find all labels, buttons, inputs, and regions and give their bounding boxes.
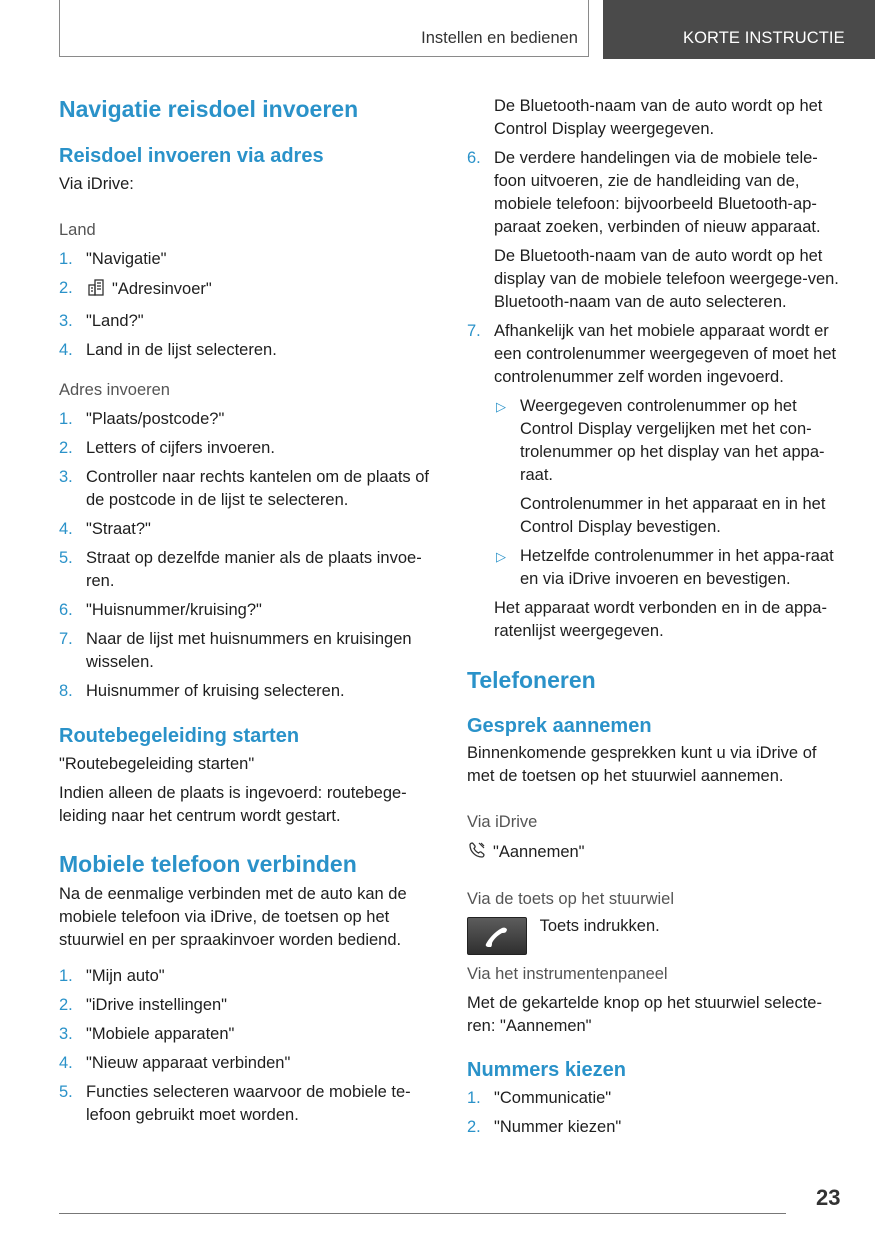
heading-accept-call: Gesprek aannemen (467, 715, 652, 737)
list-item: 6. "Huisnummer/kruising?" (59, 601, 262, 619)
heading-mobile-phone: Mobiele telefoon verbinden (59, 851, 357, 877)
route-text: Indien alleen de plaats is ingevoerd: routebege-leiding naar het centrum wordt gestart. (59, 784, 407, 825)
list-item: 2. "iDrive instellingen" (59, 996, 228, 1014)
footer-divider (59, 1213, 786, 1214)
list-item: 4. "Straat?" (59, 520, 151, 538)
dial-steps (467, 1087, 847, 1139)
accept-command: "Aannemen" (467, 840, 847, 867)
country-steps (59, 248, 439, 362)
phone-handset-icon (467, 840, 487, 867)
bluetooth-name-text: De Bluetooth-naam van de auto wordt op het Control Display weergegeven. (494, 97, 823, 138)
list-item: 4. "Nieuw apparaat verbinden" (59, 1054, 291, 1072)
address-building-icon (86, 277, 106, 304)
header-section-title: Instellen en bedienen (421, 29, 578, 47)
heading-dial-numbers: Nummers kiezen (467, 1059, 626, 1081)
instrument-panel-text: Met de gekartelde knop op het stuurwiel selecte-ren: "Aannemen" (467, 994, 822, 1035)
list-item: 5. Straat op dezelfde manier als de plaats invoe-ren. (59, 549, 422, 590)
subheading-country: Land (59, 221, 96, 239)
steering-wheel-phone-button (467, 917, 527, 955)
heading-telephoning: Telefoneren (467, 667, 596, 693)
triangle-bullet-icon: ▷ (496, 549, 506, 564)
subheading-instrument-panel: Via het instrumentenpaneel (467, 965, 668, 983)
subheading-via-idrive: Via iDrive (467, 813, 538, 831)
list-item: 6. De verdere handelingen via de mobiele tele-foon uitvoeren, zie de handleiding van de, mobiele telefoon: bijvoorbeeld Bluetooth-ap-paraat zoeken, verbinden of nieuw apparaat. (467, 149, 821, 236)
accept-call-text: Binnenkomende gesprekken kunt u via iDrive of met de toetsen op het stuurwiel aannemen. (467, 744, 817, 785)
bullet-item: ▷ Weergegeven controlenummer op het Control Display vergelijken met het con-trolenummer op het display van het appa-raat. (496, 397, 825, 484)
list-item: 1. "Mijn auto" (59, 967, 165, 985)
mobile-intro-text: Na de eenmalige verbinden met de auto kan de mobiele telefoon via iDrive, de toetsen op het stuurwiel en per spraakinvoer worden bediend. (59, 885, 407, 949)
steering-button-row (467, 917, 847, 955)
list-item: 8. Huisnummer of kruising selecteren. (59, 682, 345, 700)
header-chapter-tab (603, 0, 875, 59)
list-item: 3. Controller naar rechts kantelen om de plaats of de postcode in de lijst te selecteren. (59, 468, 430, 509)
page-number: 23 (816, 1185, 841, 1210)
address-steps (59, 408, 439, 703)
list-item: 2. Letters of cijfers invoeren. (59, 439, 275, 457)
list-item: 5. Functies selecteren waarvoor de mobiele te-lefoon gebruikt moet worden. (59, 1083, 411, 1124)
mobile-steps (59, 965, 439, 1127)
list-item: 1. "Navigatie" (59, 250, 167, 268)
step6-note: De Bluetooth-naam van de auto wordt op het display van de mobiele telefoon weergege-ven. Bluetooth-naam van de auto selecteren. (494, 247, 839, 311)
via-idrive-text: Via iDrive: (59, 175, 134, 193)
list-item: 2. "Nummer kiezen" (467, 1118, 622, 1136)
list-item: 4. Land in de lijst selecteren. (59, 341, 277, 359)
list-item: 2. "Adresinvoer" (59, 277, 439, 304)
triangle-bullet-icon: ▷ (496, 399, 506, 414)
route-command: "Routebegeleiding starten" (59, 755, 255, 773)
list-item: 3. "Mobiele apparaten" (59, 1025, 235, 1043)
press-button-text: Toets indrukken. (539, 917, 660, 935)
list-item: 1. "Plaats/postcode?" (59, 410, 225, 428)
list-item: 1. "Communicatie" (467, 1089, 612, 1107)
list-item: 7. Afhankelijk van het mobiele apparaat wordt er een controlenummer weergegeven of moet het controlenummer zelf worden ingevoerd. (467, 322, 837, 386)
list-item: 7. Naar de lijst met huisnummers en kruisingen wisselen. (59, 630, 412, 671)
heading-navigation: Navigatie reisdoel invoeren (59, 96, 359, 122)
list-item: 3. "Land?" (59, 312, 144, 330)
pairing-steps (467, 147, 847, 239)
subheading-address: Adres invoeren (59, 381, 170, 399)
pairing-steps-cont (467, 320, 847, 389)
header-chapter-label: KORTE INSTRUCTIE (683, 29, 845, 47)
bullet-item: ▷ Hetzelfde controlenummer in het appa-raat en via iDrive invoeren en bevestigen. (496, 547, 834, 588)
heading-destination-address: Reisdoel invoeren via adres (59, 145, 324, 167)
phone-button-icon (468, 918, 526, 954)
heading-route-guidance: Routebegeleiding starten (59, 725, 300, 747)
device-connected-text: Het apparaat wordt verbonden en in de appa-ratenlijst weergegeven. (494, 599, 827, 640)
subheading-steering-button: Via de toets op het stuurwiel (467, 890, 674, 908)
header-box (59, 0, 589, 57)
bullet1-note: Controlenummer in het apparaat en in het Control Display bevestigen. (520, 495, 826, 536)
